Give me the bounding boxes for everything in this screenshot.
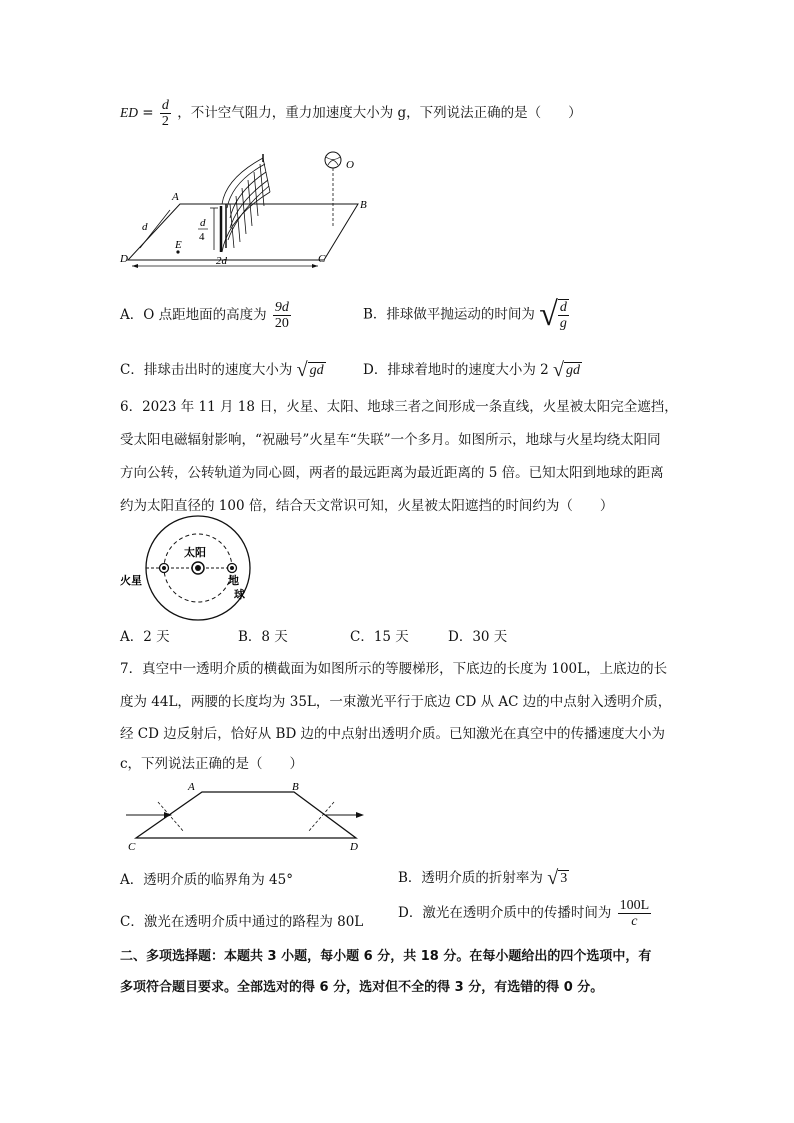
q7-option-d-text: D．激光在透明介质中的传播时间为 [398,905,612,921]
q5-option-a-num: 9d [274,300,289,315]
label-a: A [188,781,195,793]
label-d: D [120,253,128,265]
q6-option-d: D．30 天 [448,629,508,645]
q7-line-3: 经 CD 边反射后，恰好从 BD 边的中点射出透明介质。已知激光在真空中的传播速度大小为 [120,726,666,742]
q5-option-d-text: D．排球着地时的速度大小为 2 [363,362,549,378]
q7-option-c: C．激光在透明介质中通过的路程为 80L [120,914,364,930]
q6-line-1: 6．2023 年 11 月 18 日，火星、太阳、地球三者之间形成一条直线，火星被太阳完全遮挡， [120,399,678,415]
q5-lead-line [120,98,582,129]
label-earth-1: 地 [228,575,239,587]
normal-right [308,802,334,832]
q5-option-a-fraction [273,300,291,331]
q7-option-a: A．透明介质的临界角为 45° [120,872,293,888]
q7-line-4: c，下列说法正确的是（ ） [120,756,304,772]
q7-line-1: 7．真空中一透明介质的横截面为如图所示的等腰梯形，下底边的长度为 100L，上底边的长 [120,661,668,677]
q5-option-d: D．排球着地时的速度大小为 2 √ gd [363,359,580,381]
label-b: B [360,199,367,211]
q5-option-b-num: d [559,300,567,315]
q5-lead-text: ，不计空气阻力，重力加速度大小为 g，下列说法正确的是（ ） [177,105,582,121]
label-2d: 2d [216,255,227,267]
q7-option-d [398,898,653,929]
q5-option-c: C．排球击出时的速度大小为 √ gd [120,359,324,381]
q5-option-a-text: A．O 点距地面的高度为 [120,307,267,323]
label-d4-num: d [200,217,206,229]
q7-option-d-den: c [631,914,638,929]
q5-lead-fraction [160,98,171,129]
label-mars: 火星 [120,575,142,587]
label-d4-den: 4 [199,231,205,243]
label-e: E [175,239,182,251]
label-b: B [292,781,299,793]
q6-figure-orbits [118,512,268,622]
q7-option-b-sqrt: 3 [560,870,568,886]
q5-option-d-sqrt: gd [566,362,580,378]
q5-option-c-sqrt: gd [309,362,324,378]
q5-option-b [363,296,569,334]
q5-figure-volleyball [118,148,368,270]
q5-option-c-text: C．排球击出时的速度大小为 [120,362,293,378]
q5-option-b-den: g [559,316,567,331]
q5-option-a [120,300,293,331]
q7-option-b-text: B．透明介质的折射率为 [398,870,543,886]
label-a: A [172,191,179,203]
q5-option-a-den: 20 [274,316,289,331]
q5-lead-frac-num: d [161,98,169,113]
q7-figure-trapezoid [122,780,372,852]
q6-option-b: B．8 天 [238,629,288,645]
q6-line-4: 约为太阳直径的 100 倍，结合天文常识可知，火星被太阳遮挡的时间约为（ ） [120,498,614,514]
label-d: D [350,841,358,852]
net-mesh [222,158,270,252]
q7-option-b: B．透明介质的折射率为 √ 3 [398,867,568,889]
q5-lead-left: ED [120,105,138,120]
label-c: C [128,841,136,852]
q5-option-b-sqrt: √ $\frac{d}{g}$ [539,296,567,333]
q7-option-d-fraction [618,898,652,929]
q6-option-a: A．2 天 [120,629,170,645]
q5-lead-eq: = [142,105,154,121]
label-o: O [346,159,354,171]
q5-lead-frac-den: 2 [161,114,169,129]
q6-line-2: 受太阳电磁辐射影响，“祝融号”火星车“失联”一个多月。如图所示，地球与火星均绕太阳同 [120,432,661,448]
section-2-line-1: 二、多项选择题：本题共 3 小题，每小题 6 分，共 18 分。在每小题给出的四个选项中，有 [120,949,652,964]
q7-option-d-num: 100L [619,898,650,913]
label-c: C [318,253,326,265]
volleyball-icon [325,152,341,168]
section-2-line-2: 多项符合题目要求。全部选对的得 6 分，选对但不全的得 3 分，有选错的得 0 分。 [120,980,604,995]
label-sun: 太阳 [184,547,206,559]
label-d-side: d [142,221,148,233]
q6-option-c: C．15 天 [350,629,409,645]
q7-line-2: 度为 44L，两腰的长度均为 35L，一束激光平行于底边 CD 从 AC 边的中点射入透明介质， [120,694,672,710]
q6-line-3: 方向公转，公转轨道为同心圆，两者的最远距离为最近距离的 5 倍。已知太阳到地球的距离 [120,465,664,481]
q5-option-b-text: B．排球做平抛运动的时间为 [363,306,535,323]
label-earth-2: 球 [234,589,245,601]
